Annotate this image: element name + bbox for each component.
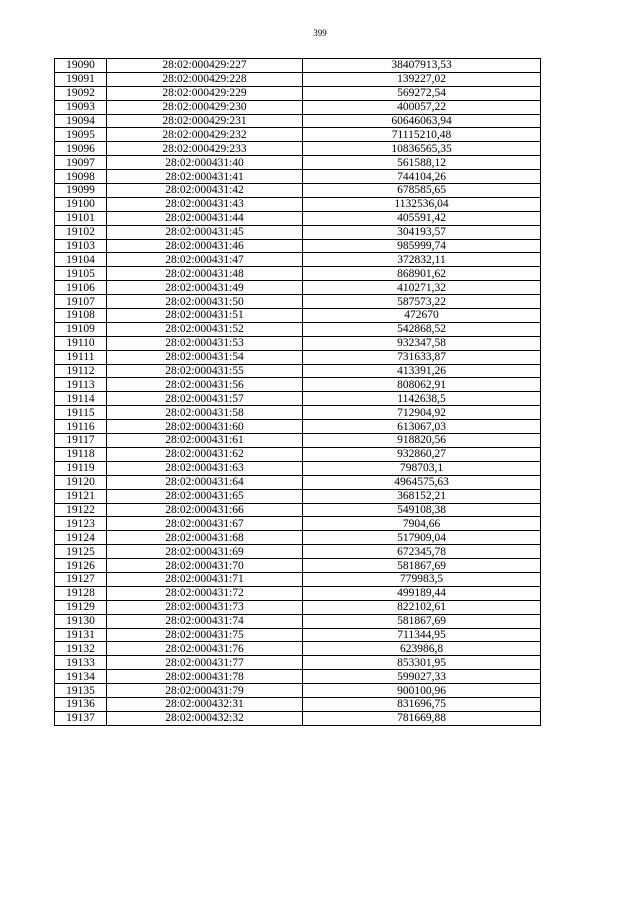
row-number-cell: 19108 (55, 309, 107, 323)
row-number-cell: 19105 (55, 267, 107, 281)
cadastral-number-cell: 28:02:000431:75 (107, 628, 303, 642)
row-number-cell: 19130 (55, 614, 107, 628)
cadastral-value-cell: 613067,03 (303, 420, 541, 434)
table-row (55, 309, 541, 323)
table-row (55, 503, 541, 517)
cadastral-value-cell: 779983,5 (303, 572, 541, 586)
row-number-cell: 19098 (55, 170, 107, 184)
row-number-cell: 19097 (55, 156, 107, 170)
cadastral-value-cell: 569272,54 (303, 86, 541, 100)
table-row (55, 336, 541, 350)
table-row (55, 614, 541, 628)
row-number-cell: 19125 (55, 545, 107, 559)
row-number-cell: 19114 (55, 392, 107, 406)
row-number-cell: 19096 (55, 142, 107, 156)
table-row (55, 517, 541, 531)
cadastral-number-cell: 28:02:000429:227 (107, 59, 303, 73)
cadastral-number-cell: 28:02:000431:48 (107, 267, 303, 281)
cadastral-value-cell: 405591,42 (303, 211, 541, 225)
cadastral-number-cell: 28:02:000431:67 (107, 517, 303, 531)
row-number-cell: 19100 (55, 197, 107, 211)
cadastral-number-cell: 28:02:000431:68 (107, 531, 303, 545)
row-number-cell: 19112 (55, 364, 107, 378)
cadastral-value-cell: 1132536,04 (303, 197, 541, 211)
row-number-cell: 19117 (55, 434, 107, 448)
cadastral-value-cell: 831696,75 (303, 697, 541, 711)
cadastral-value-cell: 71115210,48 (303, 128, 541, 142)
table-row (55, 72, 541, 86)
cadastral-value-cell: 781669,88 (303, 711, 541, 725)
table-body (55, 59, 541, 726)
cadastral-value-cell: 542868,52 (303, 322, 541, 336)
row-number-cell: 19128 (55, 586, 107, 600)
row-number-cell: 19134 (55, 670, 107, 684)
cadastral-number-cell: 28:02:000431:57 (107, 392, 303, 406)
row-number-cell: 19090 (55, 59, 107, 73)
cadastral-number-cell: 28:02:000429:233 (107, 142, 303, 156)
cadastral-value-cell: 712904,92 (303, 406, 541, 420)
cadastral-value-table (54, 58, 541, 726)
table-row (55, 697, 541, 711)
page-number: 399 (313, 28, 327, 38)
table-row (55, 59, 541, 73)
row-number-cell: 19124 (55, 531, 107, 545)
row-number-cell: 19131 (55, 628, 107, 642)
cadastral-number-cell: 28:02:000431:66 (107, 503, 303, 517)
table-row (55, 559, 541, 573)
table-row (55, 364, 541, 378)
cadastral-number-cell: 28:02:000431:42 (107, 184, 303, 198)
cadastral-number-cell: 28:02:000431:74 (107, 614, 303, 628)
row-number-cell: 19115 (55, 406, 107, 420)
cadastral-value-cell: 711344,95 (303, 628, 541, 642)
row-number-cell: 19107 (55, 295, 107, 309)
cadastral-value-cell: 672345,78 (303, 545, 541, 559)
row-number-cell: 19126 (55, 559, 107, 573)
row-number-cell: 19120 (55, 475, 107, 489)
table-row (55, 378, 541, 392)
table-row (55, 642, 541, 656)
row-number-cell: 19121 (55, 489, 107, 503)
cadastral-value-cell: 918820,56 (303, 434, 541, 448)
table-row (55, 572, 541, 586)
cadastral-number-cell: 28:02:000431:70 (107, 559, 303, 573)
row-number-cell: 19095 (55, 128, 107, 142)
row-number-cell: 19132 (55, 642, 107, 656)
table-row (55, 267, 541, 281)
cadastral-value-cell: 7904,66 (303, 517, 541, 531)
cadastral-number-cell: 28:02:000431:53 (107, 336, 303, 350)
cadastral-value-cell: 38407913,53 (303, 59, 541, 73)
table-row (55, 531, 541, 545)
table-row (55, 684, 541, 698)
table-row (55, 156, 541, 170)
row-number-cell: 19122 (55, 503, 107, 517)
table-row (55, 489, 541, 503)
row-number-cell: 19101 (55, 211, 107, 225)
cadastral-number-cell: 28:02:000429:230 (107, 100, 303, 114)
table-row (55, 656, 541, 670)
cadastral-value-cell: 868901,62 (303, 267, 541, 281)
cadastral-value-cell: 400057,22 (303, 100, 541, 114)
cadastral-number-cell: 28:02:000431:65 (107, 489, 303, 503)
table-row (55, 392, 541, 406)
cadastral-value-cell: 372832,11 (303, 253, 541, 267)
cadastral-number-cell: 28:02:000429:229 (107, 86, 303, 100)
cadastral-value-cell: 678585,65 (303, 184, 541, 198)
cadastral-number-cell: 28:02:000431:73 (107, 600, 303, 614)
table-row (55, 239, 541, 253)
table-row (55, 322, 541, 336)
table-row (55, 545, 541, 559)
cadastral-value-cell: 900100,96 (303, 684, 541, 698)
table-row (55, 225, 541, 239)
cadastral-value-cell: 1142638,5 (303, 392, 541, 406)
table-row (55, 281, 541, 295)
row-number-cell: 19099 (55, 184, 107, 198)
row-number-cell: 19135 (55, 684, 107, 698)
cadastral-number-cell: 28:02:000431:47 (107, 253, 303, 267)
cadastral-number-cell: 28:02:000431:45 (107, 225, 303, 239)
cadastral-value-cell: 581867,69 (303, 559, 541, 573)
row-number-cell: 19127 (55, 572, 107, 586)
cadastral-number-cell: 28:02:000431:46 (107, 239, 303, 253)
cadastral-number-cell: 28:02:000431:61 (107, 434, 303, 448)
cadastral-value-cell: 561588,12 (303, 156, 541, 170)
table-row (55, 350, 541, 364)
cadastral-value-cell: 517909,04 (303, 531, 541, 545)
row-number-cell: 19104 (55, 253, 107, 267)
cadastral-number-cell: 28:02:000431:40 (107, 156, 303, 170)
cadastral-value-cell: 731633,87 (303, 350, 541, 364)
cadastral-number-cell: 28:02:000431:58 (107, 406, 303, 420)
cadastral-value-cell: 139227,02 (303, 72, 541, 86)
row-number-cell: 19129 (55, 600, 107, 614)
row-number-cell: 19094 (55, 114, 107, 128)
row-number-cell: 19119 (55, 461, 107, 475)
row-number-cell: 19102 (55, 225, 107, 239)
cadastral-value-cell: 472670 (303, 309, 541, 323)
cadastral-number-cell: 28:02:000431:63 (107, 461, 303, 475)
table-row (55, 600, 541, 614)
cadastral-value-cell: 499189,44 (303, 586, 541, 600)
cadastral-number-cell: 28:02:000431:72 (107, 586, 303, 600)
row-number-cell: 19093 (55, 100, 107, 114)
table-row (55, 670, 541, 684)
cadastral-value-cell: 985999,74 (303, 239, 541, 253)
row-number-cell: 19103 (55, 239, 107, 253)
cadastral-number-cell: 28:02:000431:76 (107, 642, 303, 656)
row-number-cell: 19118 (55, 447, 107, 461)
cadastral-number-cell: 28:02:000429:232 (107, 128, 303, 142)
cadastral-number-cell: 28:02:000431:64 (107, 475, 303, 489)
row-number-cell: 19106 (55, 281, 107, 295)
table-row (55, 114, 541, 128)
cadastral-value-cell: 368152,21 (303, 489, 541, 503)
table-row (55, 295, 541, 309)
table-row (55, 253, 541, 267)
cadastral-number-cell: 28:02:000431:56 (107, 378, 303, 392)
table-row (55, 128, 541, 142)
cadastral-number-cell: 28:02:000431:55 (107, 364, 303, 378)
row-number-cell: 19113 (55, 378, 107, 392)
cadastral-number-cell: 28:02:000431:50 (107, 295, 303, 309)
cadastral-number-cell: 28:02:000431:62 (107, 447, 303, 461)
cadastral-value-cell: 853301,95 (303, 656, 541, 670)
cadastral-number-cell: 28:02:000431:52 (107, 322, 303, 336)
table-row (55, 197, 541, 211)
cadastral-number-cell: 28:02:000431:60 (107, 420, 303, 434)
cadastral-value-cell: 587573,22 (303, 295, 541, 309)
row-number-cell: 19109 (55, 322, 107, 336)
row-number-cell: 19092 (55, 86, 107, 100)
table-row (55, 475, 541, 489)
row-number-cell: 19123 (55, 517, 107, 531)
cadastral-value-cell: 932860,27 (303, 447, 541, 461)
table-row (55, 447, 541, 461)
table-row (55, 461, 541, 475)
table-row (55, 628, 541, 642)
cadastral-value-cell: 581867,69 (303, 614, 541, 628)
cadastral-value-cell: 549108,38 (303, 503, 541, 517)
row-number-cell: 19137 (55, 711, 107, 725)
row-number-cell: 19116 (55, 420, 107, 434)
cadastral-value-cell: 623986,8 (303, 642, 541, 656)
row-number-cell: 19091 (55, 72, 107, 86)
cadastral-value-cell: 10836565,35 (303, 142, 541, 156)
table-row (55, 142, 541, 156)
cadastral-value-cell: 744104,26 (303, 170, 541, 184)
cadastral-number-cell: 28:02:000431:79 (107, 684, 303, 698)
cadastral-value-cell: 599027,33 (303, 670, 541, 684)
cadastral-value-cell: 808062,91 (303, 378, 541, 392)
row-number-cell: 19136 (55, 697, 107, 711)
cadastral-number-cell: 28:02:000431:51 (107, 309, 303, 323)
cadastral-number-cell: 28:02:000431:71 (107, 572, 303, 586)
cadastral-number-cell: 28:02:000429:228 (107, 72, 303, 86)
table-row (55, 170, 541, 184)
cadastral-number-cell: 28:02:000431:69 (107, 545, 303, 559)
cadastral-number-cell: 28:02:000432:31 (107, 697, 303, 711)
table-row (55, 434, 541, 448)
cadastral-number-cell: 28:02:000431:54 (107, 350, 303, 364)
table-row (55, 184, 541, 198)
cadastral-value-cell: 822102,61 (303, 600, 541, 614)
table-row (55, 211, 541, 225)
cadastral-number-cell: 28:02:000431:44 (107, 211, 303, 225)
cadastral-number-cell: 28:02:000432:32 (107, 711, 303, 725)
row-number-cell: 19111 (55, 350, 107, 364)
cadastral-value-cell: 60646063,94 (303, 114, 541, 128)
cadastral-number-cell: 28:02:000431:41 (107, 170, 303, 184)
table-row (55, 406, 541, 420)
table-row (55, 100, 541, 114)
cadastral-number-cell: 28:02:000431:43 (107, 197, 303, 211)
table-row (55, 711, 541, 725)
cadastral-value-cell: 932347,58 (303, 336, 541, 350)
cadastral-number-cell: 28:02:000429:231 (107, 114, 303, 128)
row-number-cell: 19110 (55, 336, 107, 350)
cadastral-value-cell: 4964575,63 (303, 475, 541, 489)
table-row (55, 86, 541, 100)
cadastral-value-cell: 798703,1 (303, 461, 541, 475)
row-number-cell: 19133 (55, 656, 107, 670)
table-row (55, 586, 541, 600)
cadastral-value-cell: 413391,26 (303, 364, 541, 378)
cadastral-number-cell: 28:02:000431:49 (107, 281, 303, 295)
cadastral-number-cell: 28:02:000431:78 (107, 670, 303, 684)
cadastral-value-cell: 304193,57 (303, 225, 541, 239)
cadastral-number-cell: 28:02:000431:77 (107, 656, 303, 670)
cadastral-value-cell: 410271,32 (303, 281, 541, 295)
table-row (55, 420, 541, 434)
